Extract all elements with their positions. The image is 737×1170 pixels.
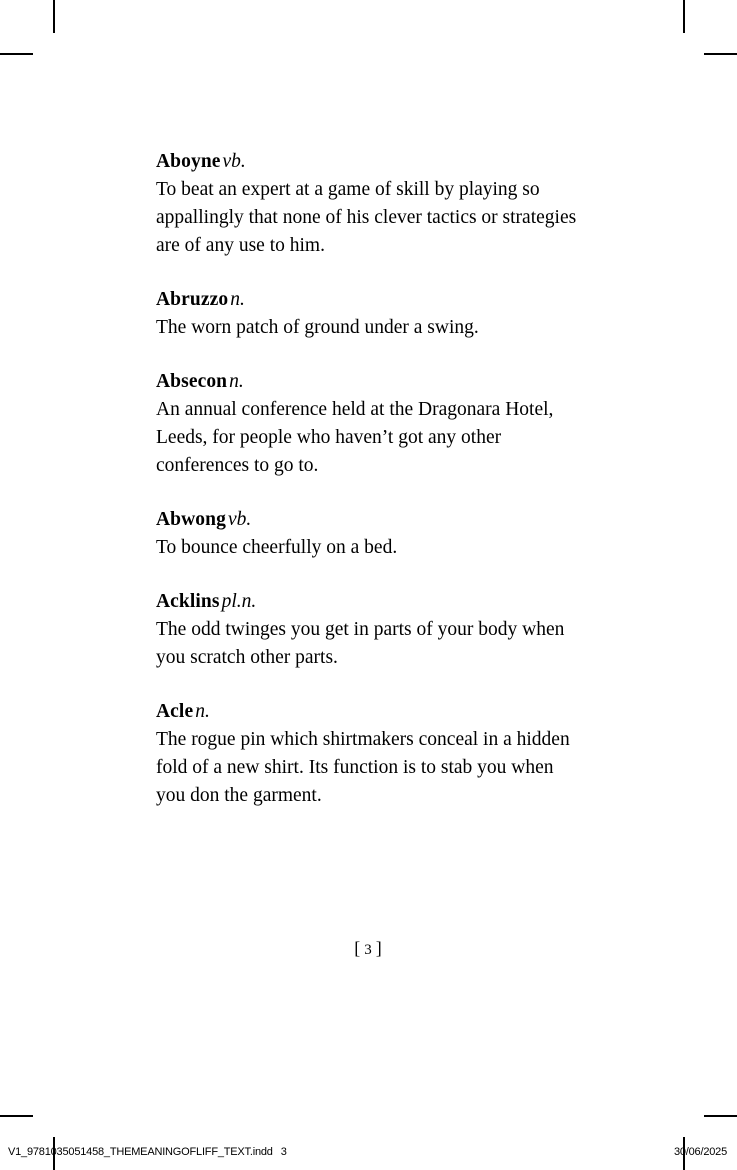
entry-headline — [156, 286, 586, 314]
crop-mark-top-left-vertical — [53, 0, 55, 33]
crop-mark-top-left-horizontal — [0, 53, 33, 55]
entry-definition: An annual conference held at the Dragonara Hotel, Leeds, for people who haven’t got any other conferences to go to. — [156, 399, 554, 476]
dictionary-entry-list — [156, 148, 586, 810]
entry-headline — [156, 148, 586, 176]
folio-open-bracket: [ — [354, 938, 362, 958]
crop-mark-top-right-vertical — [683, 0, 685, 33]
entry-definition: The rogue pin which shirtmakers conceal in a hidden fold of a new shirt. Its function is to stab you when you don the garment. — [156, 729, 570, 806]
entry-headword: Acle — [156, 701, 194, 722]
entry-headline — [156, 506, 586, 534]
entry-definition: The odd twinges you get in parts of your body when you scratch other parts. — [156, 619, 565, 668]
entry-headline — [156, 588, 586, 616]
entry-headword: Acklins — [156, 591, 220, 612]
dictionary-entry — [156, 148, 586, 260]
crop-mark-bottom-left-horizontal — [0, 1115, 33, 1117]
page-folio — [0, 938, 737, 959]
entry-headword: Absecon — [156, 371, 228, 392]
entry-headline — [156, 368, 586, 396]
folio-number: 3 — [364, 942, 373, 958]
entry-part-of-speech: n. — [229, 371, 244, 392]
dictionary-entry — [156, 506, 586, 562]
dictionary-entry — [156, 698, 586, 810]
entry-headline — [156, 698, 586, 726]
slug-filename: V1_9781035051458_THEMEANINGOFLIFF_TEXT.indd — [8, 1146, 273, 1158]
dictionary-entry — [156, 368, 586, 480]
entry-part-of-speech: vb. — [222, 151, 246, 172]
entry-definition: To bounce cheerfully on a bed. — [156, 537, 398, 558]
dictionary-entry — [156, 588, 586, 672]
slug-page-marker: 3 — [280, 1146, 287, 1158]
entry-part-of-speech: n. — [195, 701, 210, 722]
entry-part-of-speech: pl.n. — [221, 591, 257, 612]
crop-mark-top-right-horizontal — [704, 53, 737, 55]
dictionary-entry — [156, 286, 586, 342]
imposition-slug-line — [0, 1146, 737, 1162]
entry-headword: Abwong — [156, 509, 226, 530]
entry-headword: Aboyne — [156, 151, 221, 172]
entry-part-of-speech: n. — [230, 289, 245, 310]
slug-left-group — [8, 1146, 287, 1158]
folio-close-bracket: ] — [375, 938, 383, 958]
entry-definition: The worn patch of ground under a swing. — [156, 317, 479, 338]
slug-date: 30/06/2025 — [673, 1146, 727, 1158]
entry-headword: Abruzzo — [156, 289, 229, 310]
entry-part-of-speech: vb. — [227, 509, 252, 530]
crop-mark-bottom-right-horizontal — [704, 1115, 737, 1117]
entry-definition: To beat an expert at a game of skill by playing so appallingly that none of his clever tactics or strategies are of any use to him. — [156, 179, 577, 256]
